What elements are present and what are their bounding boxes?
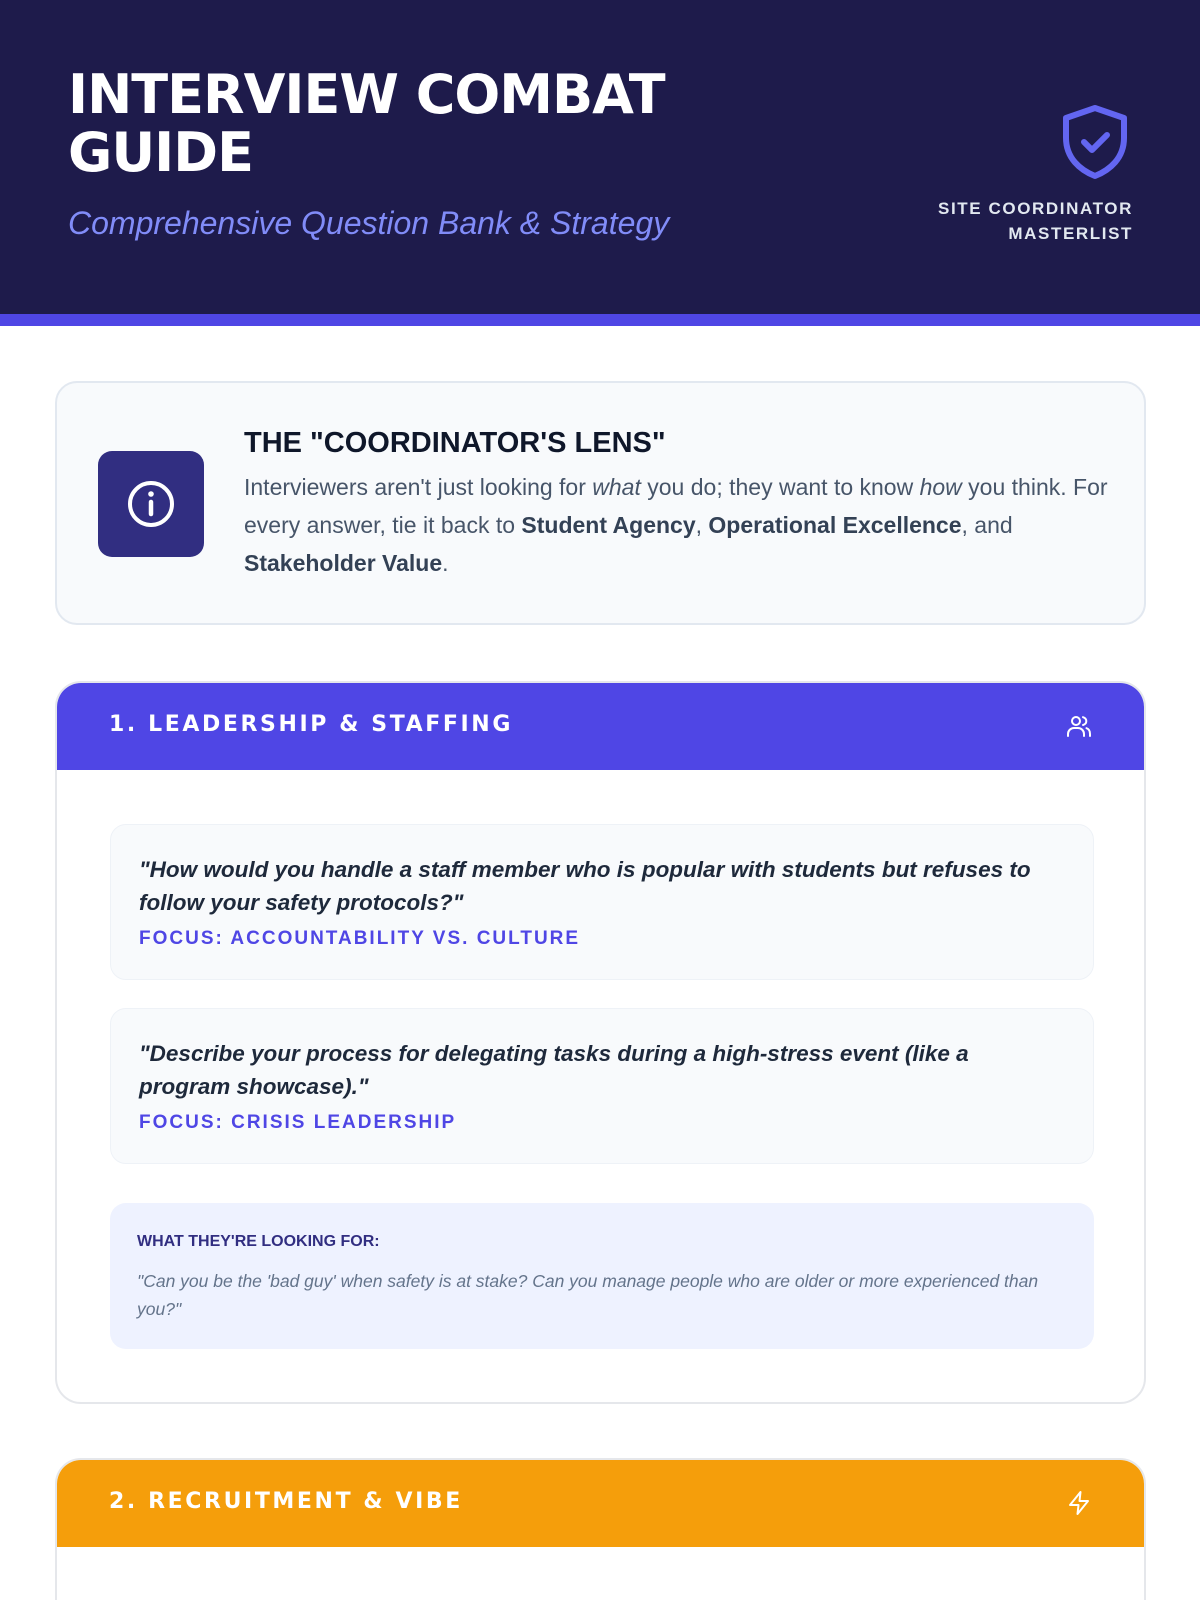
question-text: "Describe your process for delegating tasks during a high-stress event (like a program showcase)." bbox=[139, 1041, 969, 1099]
lens-icon-box bbox=[98, 451, 204, 557]
info-icon bbox=[125, 478, 177, 530]
lens-body-emphasis: how bbox=[919, 474, 962, 500]
looking-for-callout bbox=[110, 1203, 1094, 1349]
question-focus: FOCUS: CRISIS LEADERSHIP bbox=[139, 1112, 457, 1133]
section-leadership-staffing bbox=[55, 681, 1146, 1404]
looking-for-text: "Can you be the 'bad guy' when safety is at stake? Can you manage people who are older or more experienced than you?" bbox=[137, 1271, 1039, 1319]
lens-body-text: , and bbox=[961, 512, 1013, 538]
header-accent-stripe bbox=[0, 314, 1200, 326]
lens-body-text: , bbox=[695, 512, 709, 538]
section-header bbox=[57, 683, 1144, 770]
users-icon bbox=[1066, 713, 1092, 739]
question-card bbox=[110, 824, 1094, 980]
shield-check-icon bbox=[1060, 104, 1130, 180]
lens-body bbox=[244, 468, 1114, 582]
page-subtitle: Comprehensive Question Bank & Strategy bbox=[68, 205, 670, 241]
section-title: 1. LEADERSHIP & STAFFING bbox=[109, 712, 513, 737]
page-title: INTERVIEW COMBAT GUIDE bbox=[68, 63, 665, 184]
question-focus: FOCUS: ACCOUNTABILITY VS. CULTURE bbox=[139, 928, 581, 949]
badge-line-1: SITE COORDINATOR bbox=[938, 199, 1133, 218]
badge-line-2: MASTERLIST bbox=[1008, 224, 1133, 243]
page-header bbox=[0, 0, 1200, 314]
lens-keyword: Operational Excellence bbox=[708, 512, 962, 538]
lens-body-text: you do; they want to know bbox=[640, 474, 920, 500]
lens-title: THE "COORDINATOR'S LENS" bbox=[244, 427, 666, 459]
header-badge bbox=[893, 196, 1133, 246]
section-header bbox=[57, 1460, 1144, 1547]
lens-body-text: Interviewers aren't just looking for bbox=[244, 474, 593, 500]
lens-body-text: . bbox=[442, 550, 449, 576]
question-text: "How would you handle a staff member who is popular with students but refuses to follow your safety protocols?" bbox=[139, 857, 1031, 915]
lens-body-text: you think. For every answer, tie it back to bbox=[244, 474, 1108, 538]
looking-for-label: WHAT THEY'RE LOOKING FOR: bbox=[137, 1233, 380, 1250]
lens-keyword: Stakeholder Value bbox=[244, 550, 443, 576]
lightning-icon bbox=[1066, 1490, 1092, 1516]
lens-keyword: Student Agency bbox=[521, 512, 696, 538]
coordinators-lens-card bbox=[55, 381, 1146, 625]
lens-body-emphasis: what bbox=[592, 474, 641, 500]
section-recruitment-vibe bbox=[55, 1458, 1146, 1600]
question-card bbox=[110, 1008, 1094, 1164]
section-title: 2. RECRUITMENT & VIBE bbox=[109, 1489, 463, 1514]
